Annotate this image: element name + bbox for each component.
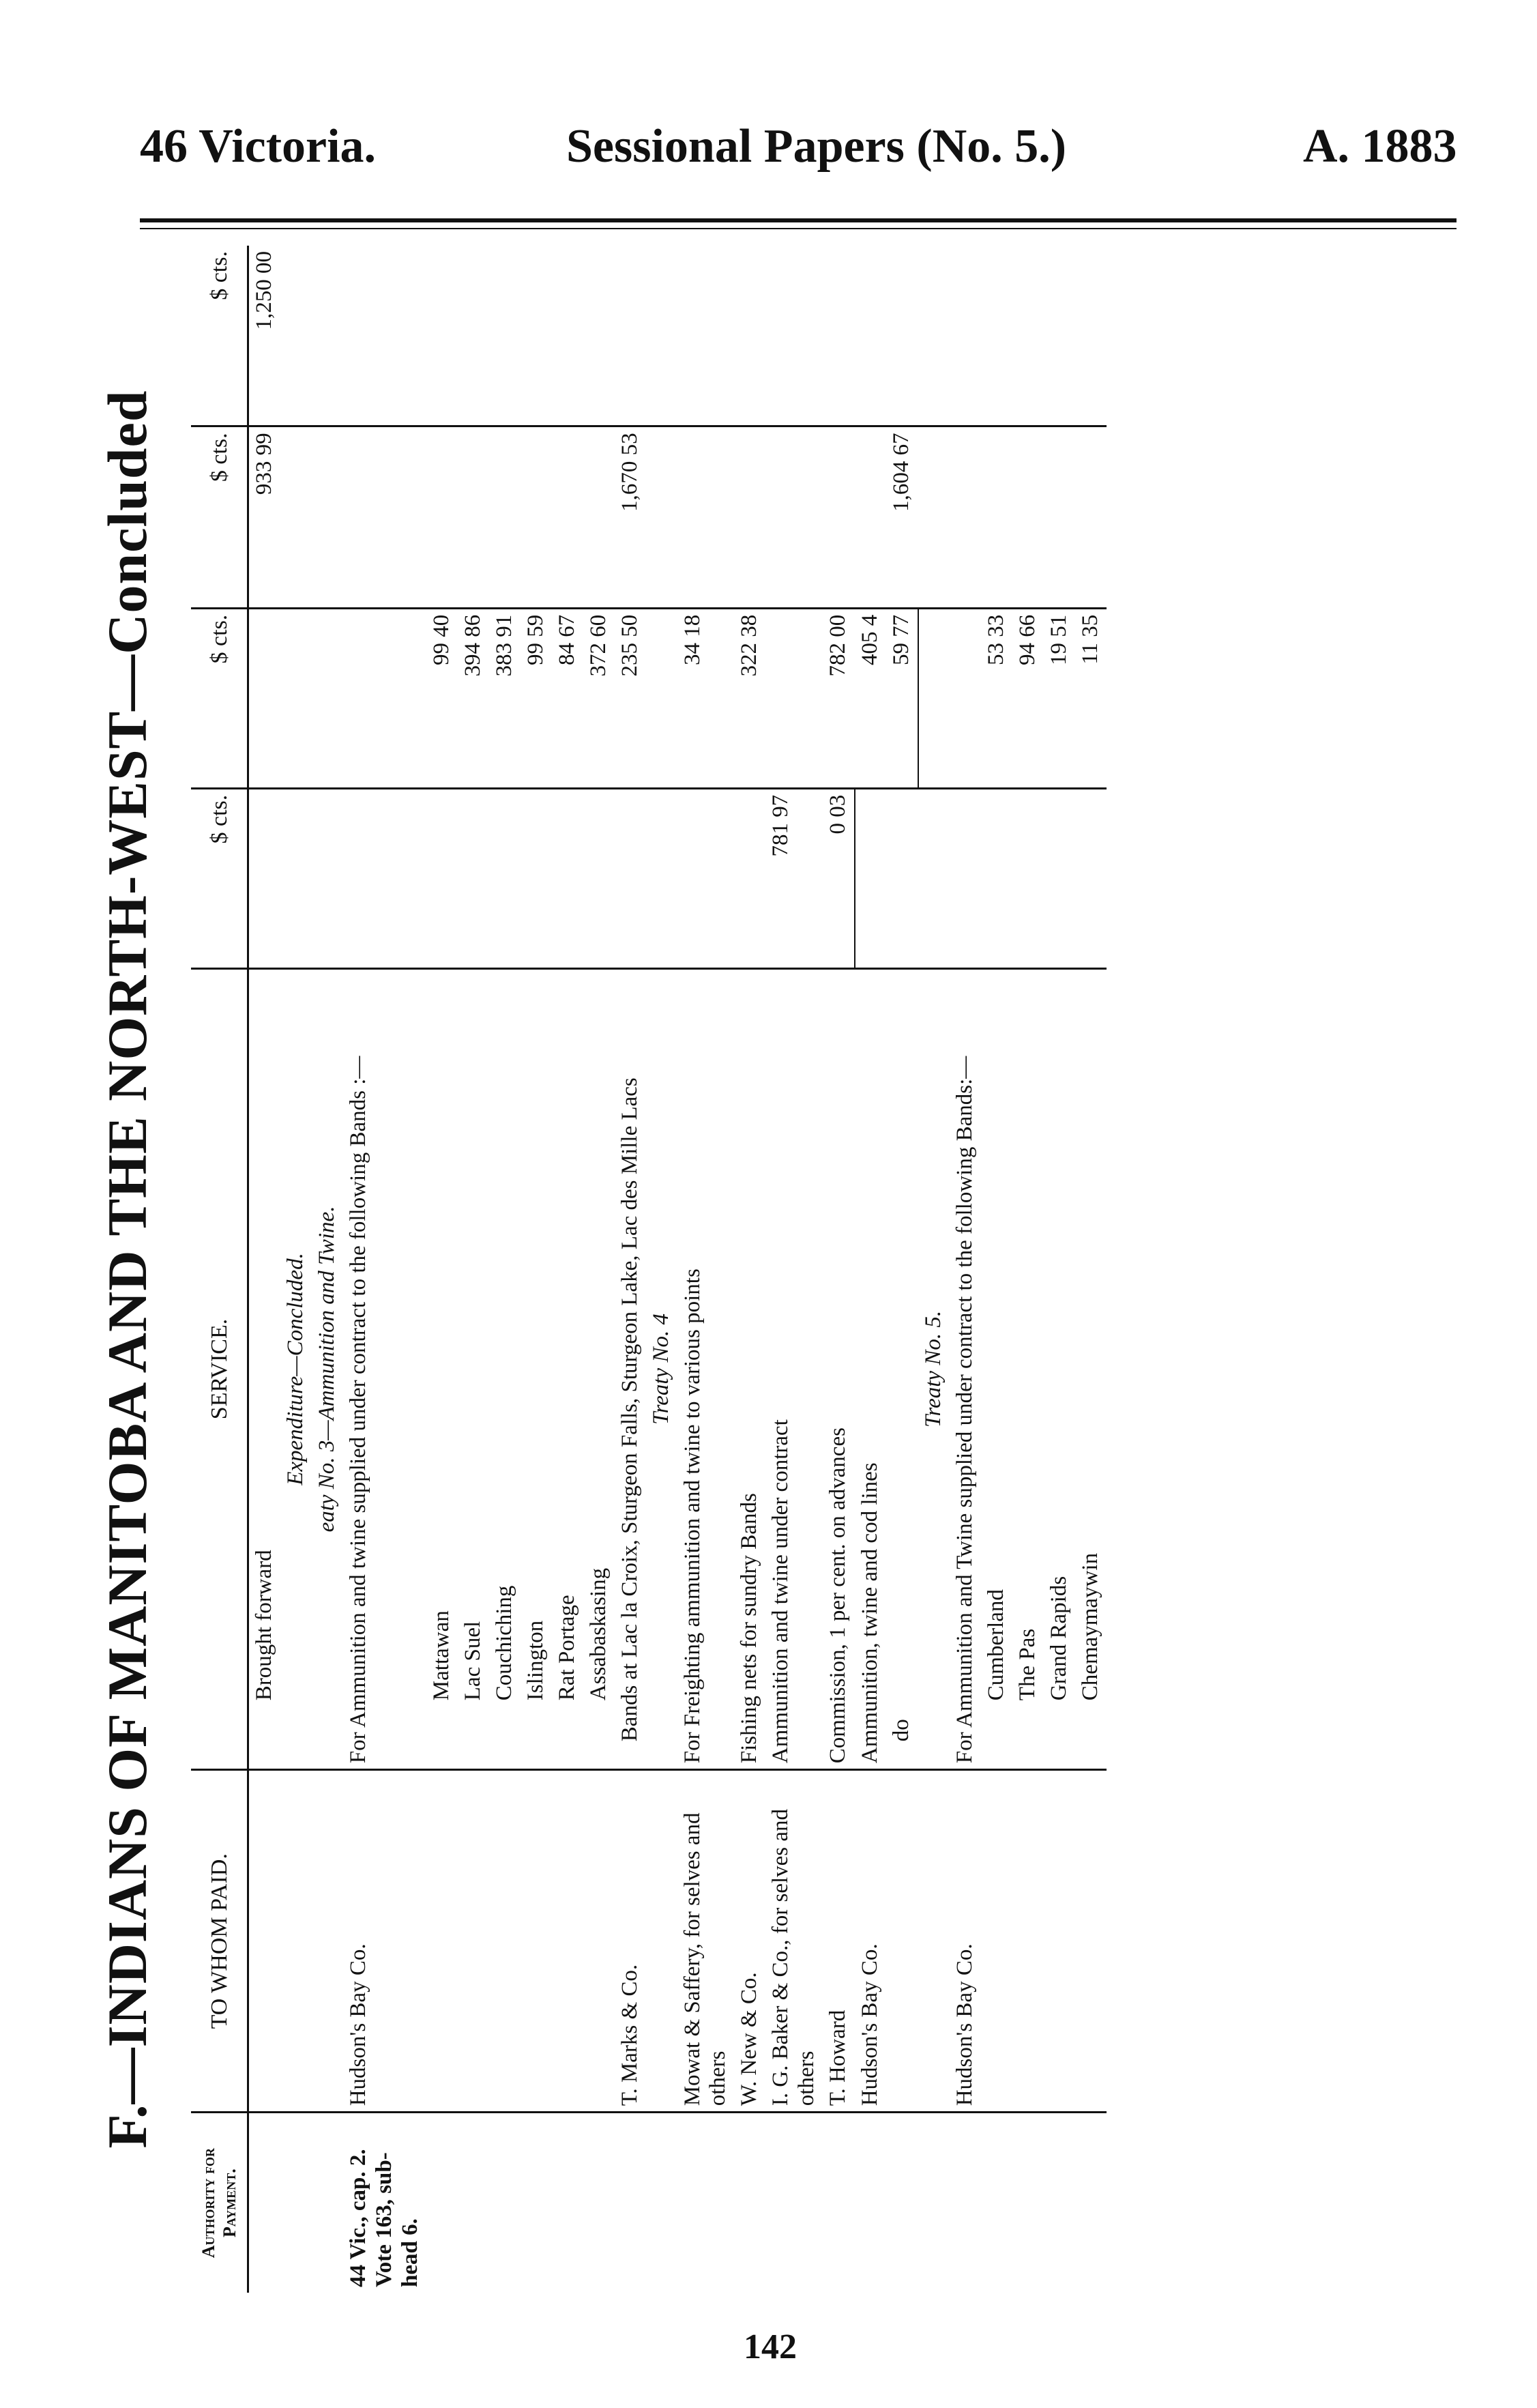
cell-amount: 99 59 [521,608,552,788]
cell-service: eaty No. 3—Ammunition and Twine. [312,968,343,1769]
cell-amount: 99 40 [426,608,458,788]
col-amount-3: $ cts. [191,426,248,608]
header-right: A. 1883 [1303,120,1457,173]
col-amount-2: $ cts. [191,608,248,788]
expenditure-table [191,246,1107,2293]
cell-service: Chemaymaywin [1075,968,1107,1769]
cell-amount: 781 97 [765,788,823,968]
col-amount-1: $ cts. [191,788,248,968]
table-row [981,246,1012,2293]
table-row [855,246,886,2293]
col-amount-4: $ cts. [191,246,248,426]
cell-service: Treaty No. 5. [918,968,950,1769]
cell-amount: 235 50 [615,608,646,788]
header-left: 46 Victoria. [140,120,377,173]
rotated-table-page [82,246,1460,2293]
cell-service: Rat Portage [552,968,583,1769]
table-row [312,246,343,2293]
cell-service: Assabaskasing [583,968,615,1769]
cell-service: Cumberland [981,968,1012,1769]
header-rule-thin [140,228,1457,229]
cell-amount: 1,604 67 [886,426,918,608]
table-row [823,246,855,2293]
cell-amount: 11 35 [1075,608,1107,788]
table-row [280,246,312,2293]
cell-whom: Mowat & Saffery, for selves and others [677,1770,735,2113]
table-row [677,246,735,2293]
cell-service: The Pas [1012,968,1044,1769]
header-rule-thick [140,218,1457,222]
table-row [1044,246,1075,2293]
cell-amount: 782 00 [823,608,855,788]
cell-service: Ammunition, twine and cod lines [855,968,886,1769]
table-row [583,246,615,2293]
cell-amount: 34 18 [677,608,735,788]
table-row [521,246,552,2293]
cell-service: Treaty No. 4 [646,968,677,1769]
cell-authority: 44 Vic., cap. 2. Vote 163, sub-head 6. [343,2113,426,2293]
cell-whom: W. New & Co. [734,1770,765,2113]
cell-amount: 59 77 [886,608,918,788]
cell-service: For Ammunition and twine supplied under contract to the following Bands :— [343,968,426,1769]
table-row [426,246,458,2293]
cell-service: Mattawan [426,968,458,1769]
cell-amount: 94 66 [1012,608,1044,788]
table-row [765,246,823,2293]
col-service: SERVICE. [191,968,248,1769]
cell-amount: 322 38 [734,608,765,788]
cell-amount: 372 60 [583,608,615,788]
cell-amount: 84 67 [552,608,583,788]
table-row [552,246,583,2293]
cell-service: Bands at Lac la Croix, Sturgeon Falls, Sturgeon Lake, Lac des Mille Lacs [615,968,646,1769]
table-row [343,246,426,2293]
table-row [458,246,489,2293]
cell-amount: 1,250 00 [252,251,277,330]
table-row [950,246,981,2293]
cell-amount: 19 51 [1044,608,1075,788]
cell-service: Islington [521,968,552,1769]
table-row [248,246,280,2293]
table-row [646,246,677,2293]
table-row [918,246,950,2293]
cell-service: Expenditure—Concluded. [280,968,312,1769]
table-row [1012,246,1044,2293]
cell-amount: 53 33 [981,608,1012,788]
cell-whom: I. G. Baker & Co., for selves and others [765,1770,823,2113]
cell-service: Brought forward [248,968,280,1769]
cell-service: For Ammunition and Twine supplied under contract to the following Bands:— [950,968,981,1769]
cell-whom: Hudson's Bay Co. [855,1770,886,2113]
table-header-row [191,246,248,2293]
table-row [734,246,765,2293]
cell-amount: 1,670 53 [615,426,646,608]
table-row [615,246,646,2293]
cell-amount: 394 86 [458,608,489,788]
cell-whom: T. Marks & Co. [615,1770,646,2113]
cell-service: Ammunition and twine under contract [765,968,823,1769]
cell-service: Lac Suel [458,968,489,1769]
cell-whom: Hudson's Bay Co. [343,1770,426,2113]
cell-amount: 933 99 [248,426,280,608]
page-number: 142 [744,2327,797,2366]
cell-service: Fishing nets for sundry Bands [734,968,765,1769]
col-authority: Authority for Payment. [191,2113,248,2293]
cell-service: For Freighting ammunition and twine to various points [677,968,735,1769]
cell-service: do [886,968,918,1769]
cell-amount: 383 91 [489,608,521,788]
cell-whom: Hudson's Bay Co. [950,1770,981,2113]
col-whom: TO WHOM PAID. [191,1770,248,2113]
cell-service: Grand Rapids [1044,968,1075,1769]
cell-amount: 405 4 [855,608,886,788]
table-row [886,246,918,2293]
cell-amount: 0 03 [823,788,855,968]
table-row [1075,246,1107,2293]
table-title: F.—INDIANS OF MANITOBA AND THE NORTH-WEST—Concluded [96,390,158,2149]
header-center: Sessional Papers (No. 5.) [566,120,1067,173]
cell-service: Couchiching [489,968,521,1769]
cell-whom: T. Howard [823,1770,855,2113]
cell-service: Commission, 1 per cent. on advances [823,968,855,1769]
table-row [489,246,521,2293]
